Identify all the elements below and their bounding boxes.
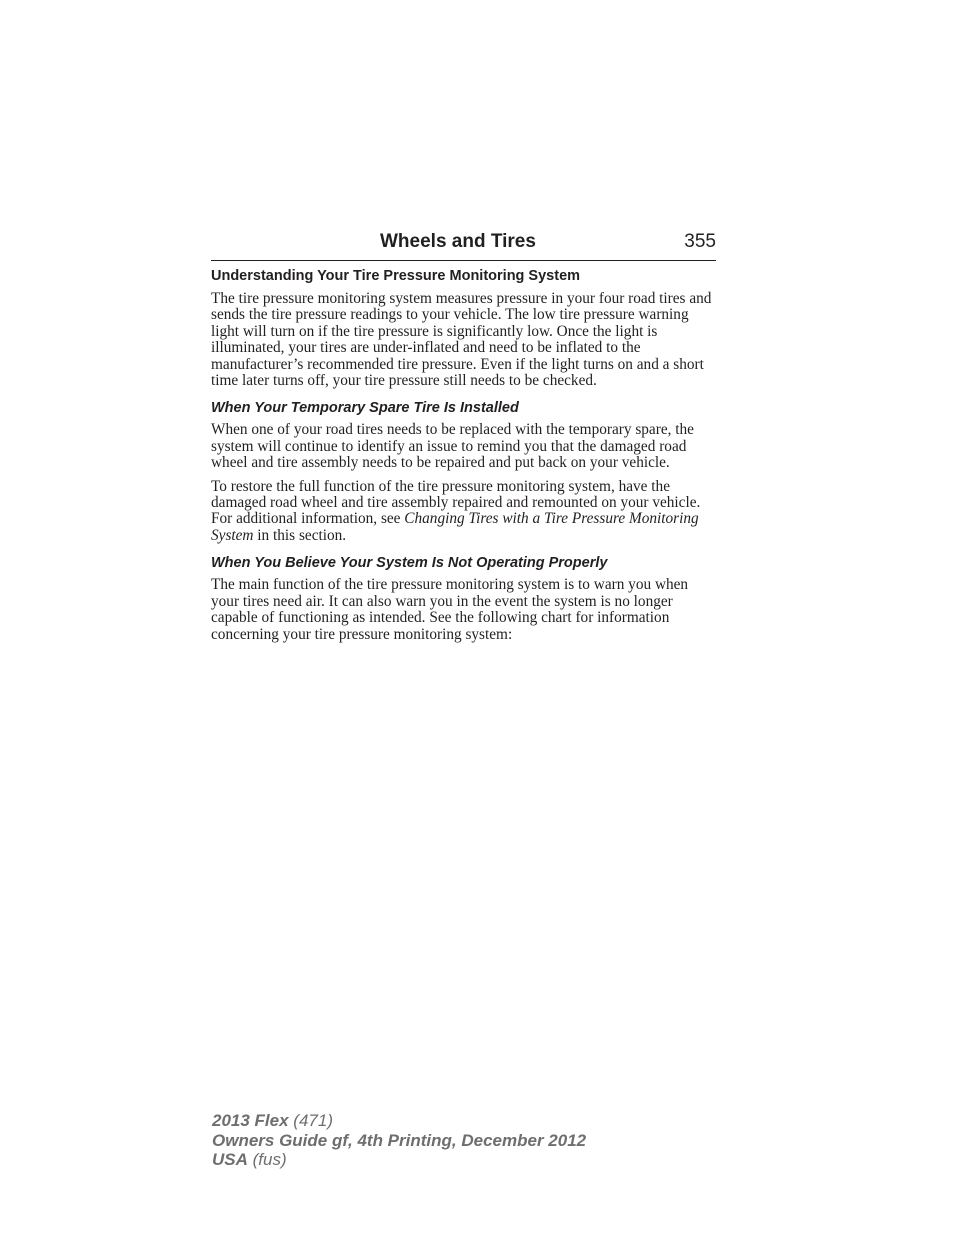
footer-market-code: (fus) [252,1150,287,1169]
paragraph-restore-text-end: in this section. [253,526,347,544]
paragraph-tpms-overview: The tire pressure monitoring system measures pressure in your four road tires and sends the tire pressure readings to your vehicle. The low tire pressure warning light will turn on if the tire pressure is significantly low. Once the light is illuminated, your tires are under-inflated and need to be inflated to the manufacturer’s recommended tire pressure. Even if the light turns on and a short time later turns off, your tire pressure still needs to be checked. [211,290,712,390]
heading-temporary-spare: When Your Temporary Spare Tire Is Installed [211,400,519,417]
footer-guide-line [212,1131,586,1151]
page-number: 355 [684,231,716,252]
section-title: Wheels and Tires [380,231,536,252]
paragraph-main-function: The main function of the tire pressure monitoring system is to warn you when your tires need air. It can also warn you in the event the system is no longer capable of functioning as intended. See the following chart for information concerning your tire pressure monitoring system: [211,576,689,643]
paragraph-restore-text-start: To restore the full function of the tire pressure monitoring system, have the damaged road wheel and tire assembly repaired and remounted on your vehicle. For additional information, see [211,477,701,528]
cross-reference-changing-tires: Changing Tires with a Tire Pressure Monitoring System [211,510,699,544]
paragraph-restore-function [211,479,716,545]
footer-market: USA [212,1150,248,1169]
footer-model-line [212,1111,586,1131]
page-content [211,266,716,650]
footer-model-code: (471) [293,1111,333,1130]
page-header [211,228,716,261]
paragraph-temporary-spare: When one of your road tires needs to be replaced with the temporary spare, the system will continue to identify an issue to remind you that the damaged road wheel and tire assembly needs to be repaired and put back on your vehicle. [211,421,694,472]
heading-understanding-tpms: Understanding Your Tire Pressure Monitoring System [211,268,581,284]
footer-guide: Owners Guide gf, 4th Printing, December 2012 [212,1130,587,1150]
footer-model: 2013 Flex [212,1111,289,1130]
page-footer [212,1111,586,1170]
footer-market-line [212,1150,586,1170]
heading-not-operating: When You Believe Your System Is Not Operating Properly [211,555,608,572]
